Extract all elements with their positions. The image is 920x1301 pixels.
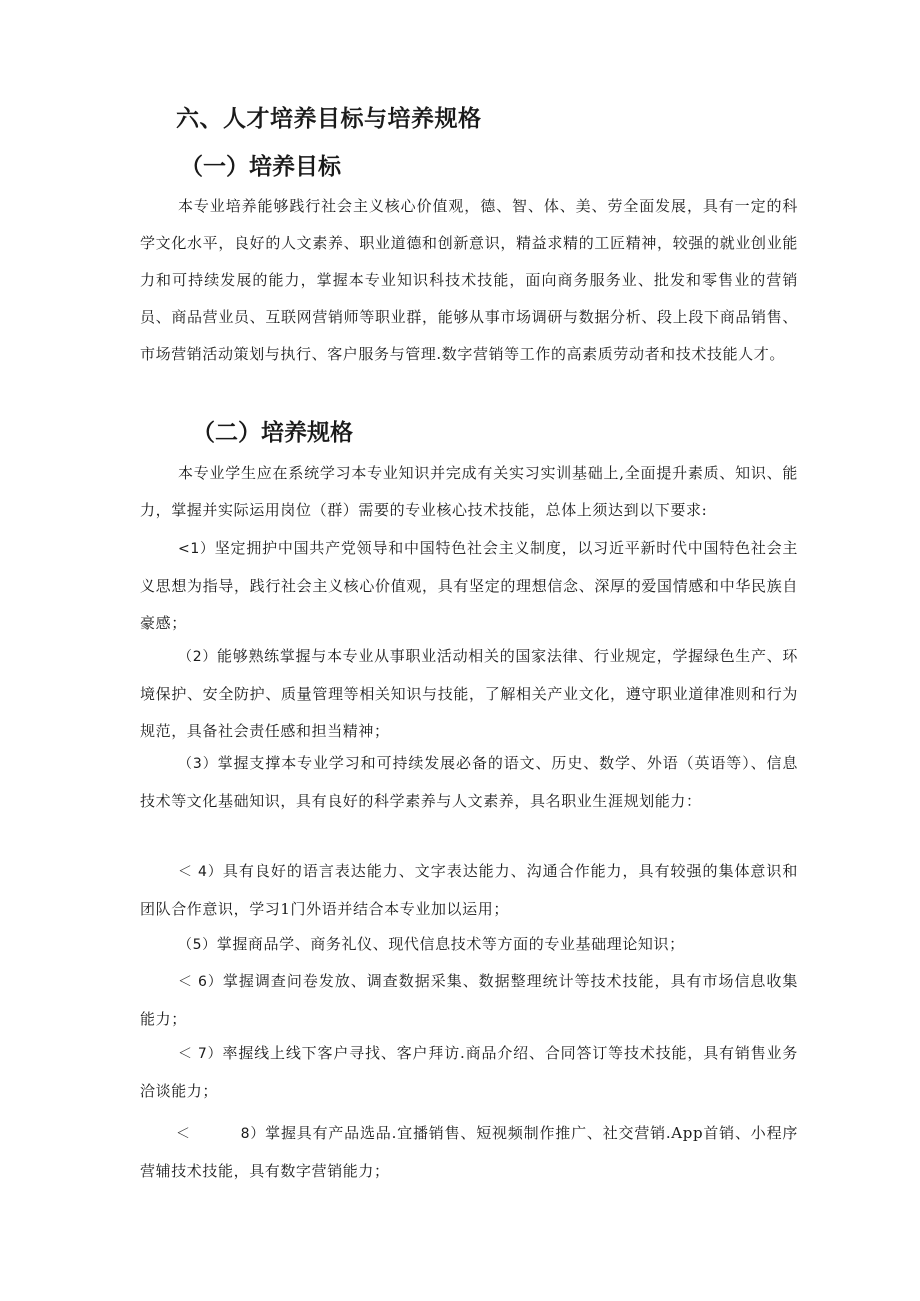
item-number: （5） (178, 937, 217, 953)
item-text: 能够熟练掌握与本专业从事职业活动相关的国家法律、行业规定，学握绿色生产、环境保护、安全防护、质量管理等相关知识与技能，了解相关产业文化，遵守职业道律准则和行为规范，具备社会责任感和担当精神； (140, 647, 798, 740)
requirement-item-8 (140, 1115, 798, 1190)
objective-heading: （一）培养目标 (180, 154, 341, 180)
requirement-item-5 (140, 926, 798, 964)
requirement-item-6 (140, 963, 798, 1038)
item-text: 掌握支撑本专业学习和可持续发展必备的语文、历史、数学、外语（英语等）、信息技术等文化基础知识，具有良好的科学素养与人文素养，具名职业生涯规划能力： (140, 754, 798, 810)
specification-heading: （二）培养规格 (192, 420, 353, 446)
item-number: ＜ 4） (178, 864, 223, 880)
item-number: <1） (178, 541, 215, 557)
requirement-item-3 (140, 745, 798, 820)
specification-intro: 本专业学生应在系统学习本专业知识并完成有关实习实训基础上,全面提升素质、知识、能力，掌握并实际运用岗位（群）需要的专业核心技术技能，总体上须达到以下要求: (140, 464, 798, 519)
item-text: 率握线上线下客户寻找、客户拜访.商品介绍、合同答订等技术技能，具有销售业务洽谈能力； (140, 1044, 798, 1100)
item-number: ＜ 7） (178, 1046, 223, 1062)
requirement-item-7 (140, 1035, 798, 1110)
item-text: 掌握调查问卷发放、调查数据采集、数据整理统计等技术技能，具有市场信息收集能力； (140, 972, 798, 1028)
item-number-suffix: 8） (240, 1126, 266, 1142)
requirement-item-4 (140, 853, 798, 928)
section-title: 六、人才培养目标与培养规格 (176, 106, 482, 132)
item-text: 具有良好的语言表达能力、文字表达能力、沟通合作能力，具有较强的集体意识和团队合作意识，学习1门外语并结合本专业加以运用； (140, 862, 798, 918)
objective-paragraph: 本专业培养能够践行社会主义核心价值观，德、智、体、美、劳全面发展，具有一定的科学文化水平，良好的人文素养、职业道德和创新意识，精益求精的工匠精神，较强的就业创业能力和可持续发展的能力，掌握本专业知识科技术技能，面向商务服务业、批发和零售业的营销员、商品营业员、互联网营销师等职业群，能够从事市场调研与数据分析、段上段下商品销售、市场营销活动策划与执行、客户服务与管理.数字营销等工作的高素质劳动者和技术技能人才。 (140, 197, 798, 363)
item-text: 坚定拥护中国共产党领导和中国特色社会主义制度，以习近平新时代中国特色社会主义思想为指导，践行社会主义核心价值观，具有坚定的理想信念、深厚的爱国情感和中华民族自豪感； (140, 539, 798, 632)
item-number: （3） (178, 756, 218, 772)
item-number: ＜ 6） (178, 974, 223, 990)
item-number: ＜ (176, 1126, 191, 1142)
item-text: 掌握商品学、商务礼仪、现代信息技术等方面的专业基础理论知识； (216, 935, 685, 953)
item-text: 掌握具有产品选品.宜播销售、短视频制作推广、社交营销.App首销、小程序营辅技术技能，具有数字营销能力； (140, 1124, 798, 1180)
item-number: （2） (178, 649, 218, 665)
requirement-item-1 (140, 530, 798, 642)
requirement-item-2 (140, 638, 798, 750)
